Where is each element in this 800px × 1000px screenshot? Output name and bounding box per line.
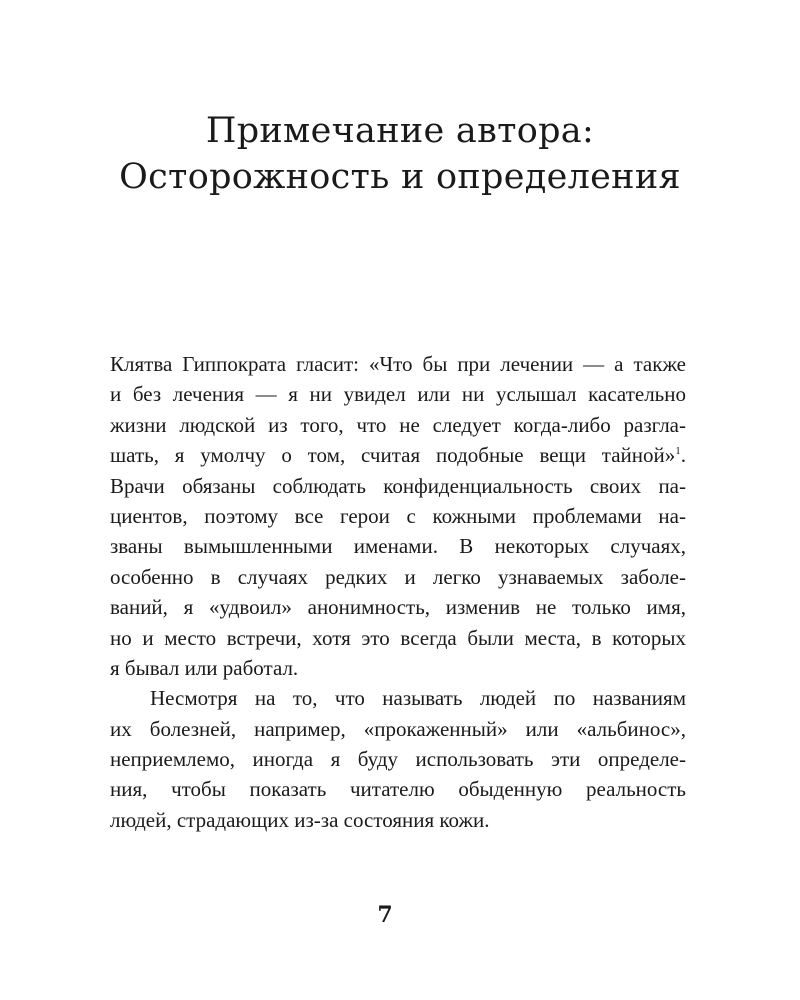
text-line: но и место встречи, хотя это всегда были места, в которых [110,625,686,650]
text-line: особенно в случаях редких и легко узнаваемых заболе- [110,564,686,589]
text-line: я бывал или работал. [110,655,299,680]
text-line-content: шать, я умолчу о том, считая подобные вещи тайной» [110,443,676,468]
chapter-title [0,108,800,200]
text-line: Клятва Гиппократа гласит: «Что бы при лечении — а также [110,352,686,376]
text-line: Врачи обязаны соблюдать конфиденциальность своих па- [110,473,686,498]
footnote-marker: 1 [675,445,681,458]
text-line: Несмотря на то, что называть людей по названиям [150,686,686,711]
text-line: циентов, поэтому все герои с кожными проблемами на- [110,503,686,528]
body-text [110,349,686,835]
text-line: их болезней, например, «прокаженный» или «альбинос», [110,716,686,741]
text-line: ния, чтобы показать читателю обыденную реальность [110,777,686,802]
footnote-period: . [680,443,686,468]
chapter-title-line-1: Примечание автора: [205,111,595,151]
text-line: жизни людской из того, что не следует когда-либо разгла- [110,412,686,437]
paragraph-2 [110,683,686,835]
chapter-title-line-2: Осторожность и определения [119,157,681,197]
text-line: и без лечения — я ни увидел или ни услышал касательно [110,382,686,407]
text-line: неприемлемо, иногда я буду использовать эти определе- [110,747,686,772]
page-number: 7 [377,902,393,928]
text-line: людей, страдающих из-за состояния кожи. [110,807,490,832]
paragraph-1 [110,349,686,683]
text-line: ваний, я «удвоил» анонимность, изменив не только имя, [110,595,686,620]
text-line-with-footnote [110,440,686,470]
text-line: званы вымышленными именами. В некоторых случаях, [110,534,686,559]
